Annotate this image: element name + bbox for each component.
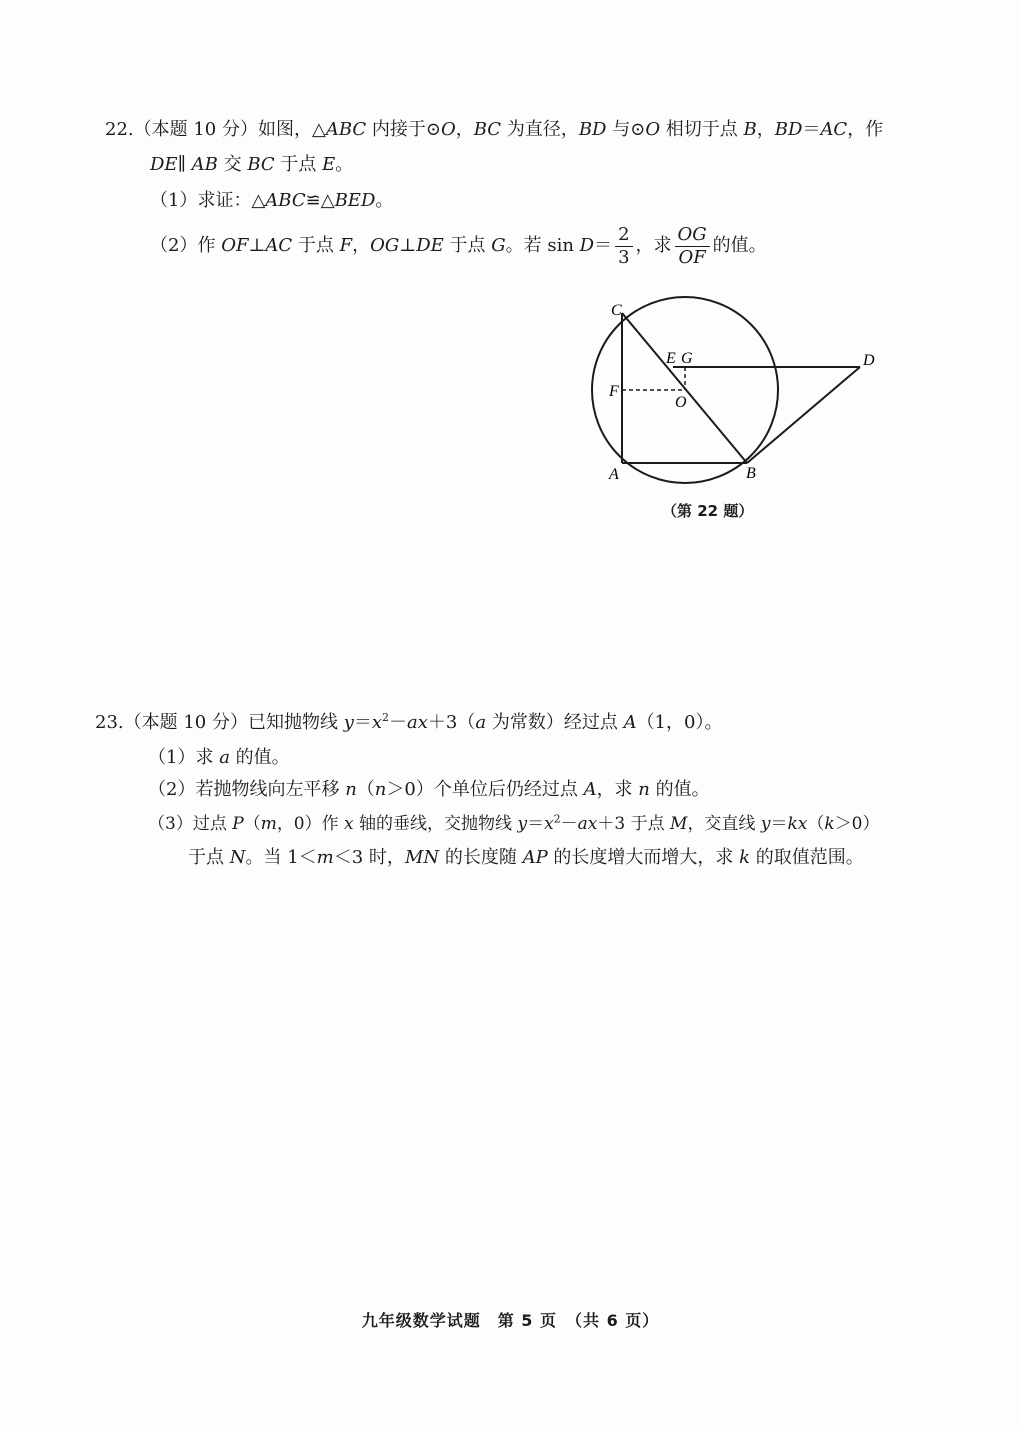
- q23-text: ＝: [770, 814, 788, 834]
- q22-text: ＝: [594, 235, 613, 256]
- q22-text: 与⊙: [606, 119, 646, 140]
- q22-text: ，求: [635, 235, 672, 256]
- sin-fraction: [615, 224, 632, 269]
- q22-var: BED: [334, 190, 376, 211]
- q22-intro-line1: [105, 117, 883, 143]
- q22-text: 22.（本题 10 分）如图，△: [105, 119, 326, 140]
- q22-var: BC: [247, 154, 275, 175]
- q22-text: 的值。: [712, 235, 767, 256]
- q23-text: （: [243, 814, 261, 834]
- q22-var: O: [645, 119, 661, 140]
- q22-text: ≌△: [305, 190, 335, 211]
- q23-var: ax: [407, 712, 428, 733]
- q22-text: ，: [455, 119, 474, 140]
- q23-text: ＋3 于点: [597, 814, 671, 834]
- q22-var: DE: [150, 154, 178, 175]
- q23-text: ，0）作: [276, 814, 345, 834]
- q23-text: ＝: [527, 814, 545, 834]
- fraction-numerator: OG: [675, 224, 710, 247]
- q23-text: －: [389, 712, 408, 733]
- q23-var: x: [344, 814, 354, 834]
- q23-text: 。当 1＜: [245, 847, 317, 868]
- q22-text: （2）作: [150, 235, 222, 256]
- q23-var: n: [374, 779, 387, 800]
- q23-text: －: [560, 814, 578, 834]
- q22-var: OF: [221, 235, 249, 256]
- page-footer: 九年级数学试题 第 5 页 （共 6 页）: [361, 1311, 660, 1330]
- q23-text: ＞0）: [834, 814, 880, 834]
- q23-var: y: [517, 814, 528, 834]
- q23-var: x: [544, 814, 554, 834]
- label-b: B: [746, 465, 756, 482]
- figure-caption: （第 22 题）: [662, 502, 754, 520]
- q23-text: 的长度增大而增大，求: [547, 847, 740, 868]
- q22-var: AB: [191, 154, 218, 175]
- q22-var: O: [440, 119, 456, 140]
- label-e: E: [666, 350, 676, 367]
- q23-var: a: [475, 712, 487, 733]
- q22-var: AC: [820, 119, 848, 140]
- q22-text: 内接于⊙: [366, 119, 441, 140]
- q23-exponent: 2: [382, 711, 390, 724]
- q23-text: （: [356, 779, 375, 800]
- q23-part3-line2: [188, 845, 864, 871]
- fraction-denominator: 3: [618, 246, 630, 268]
- q23-text: ＋3（: [427, 712, 476, 733]
- q22-var: ABC: [265, 190, 306, 211]
- q23-var: n: [638, 779, 650, 800]
- q23-text: （2）若抛物线向左平移: [148, 779, 346, 800]
- q23-text: ＝: [353, 712, 372, 733]
- q22-intro-line2: [150, 152, 353, 178]
- q23-intro: [95, 710, 722, 736]
- q23-text: （1）求: [148, 747, 220, 768]
- label-c: C: [611, 302, 622, 319]
- q23-var: y: [760, 814, 771, 834]
- q22-text: 相切于点: [660, 119, 744, 140]
- fraction-numerator: 2: [615, 224, 632, 247]
- q23-text: 为常数）经过点: [486, 712, 624, 733]
- q22-var: D: [579, 235, 595, 256]
- q22-text: 为直径，: [501, 119, 579, 140]
- q22-text: ∥: [177, 154, 192, 175]
- segment-bd: [747, 367, 860, 463]
- q22-text: 。若 sin: [505, 235, 580, 256]
- label-d: D: [863, 352, 875, 369]
- q22-part2: [150, 222, 767, 270]
- q23-text: （1，0）。: [636, 712, 723, 733]
- q22-var: BC: [473, 119, 502, 140]
- q22-var: DE: [416, 235, 444, 256]
- q22-var: BD: [774, 119, 803, 140]
- q22-text: 。: [375, 190, 394, 211]
- q23-var: A: [623, 712, 637, 733]
- q22-text: ，: [756, 119, 775, 140]
- q22-text: 交: [217, 154, 248, 175]
- q23-var: N: [229, 847, 246, 868]
- q23-part2: [148, 777, 710, 803]
- q22-text: 。: [335, 154, 354, 175]
- q22-var: G: [491, 235, 506, 256]
- q23-var: A: [583, 779, 597, 800]
- q23-var: kx: [787, 814, 808, 834]
- q23-var: P: [232, 814, 244, 834]
- q23-text: 23.（本题 10 分）已知抛物线: [95, 712, 344, 733]
- q22-var: AC: [265, 235, 293, 256]
- q22-var: E: [322, 154, 336, 175]
- q23-text: ＞0）个单位后仍经过点: [386, 779, 584, 800]
- q23-var: ax: [577, 814, 598, 834]
- q23-text: 的值。: [229, 747, 290, 768]
- q23-var: x: [371, 712, 383, 733]
- q22-text: ，: [352, 235, 371, 256]
- geometry-figure: [575, 295, 895, 495]
- q22-text: ＝: [802, 119, 821, 140]
- q22-text: ⊥: [399, 235, 417, 256]
- q22-text: 于点: [274, 154, 323, 175]
- q22-var: B: [743, 119, 757, 140]
- q23-var: a: [219, 747, 230, 768]
- q22-text: ⊥: [248, 235, 266, 256]
- q23-part3-line1: [148, 811, 879, 837]
- q23-text: 的取值范围。: [750, 847, 864, 868]
- q22-text: 于点: [443, 235, 492, 256]
- q22-text: （1）求证：△: [150, 190, 266, 211]
- q23-text: ，交直线: [687, 814, 761, 834]
- q22-var: ABC: [325, 119, 367, 140]
- q23-var: k: [739, 847, 751, 868]
- label-g: G: [681, 350, 693, 367]
- q23-var: n: [345, 779, 357, 800]
- fraction-denominator: OF: [678, 246, 706, 268]
- q23-exponent: 2: [553, 812, 561, 826]
- q23-text: ，求: [596, 779, 639, 800]
- q22-text: ，作: [847, 119, 884, 140]
- q23-text: 的值。: [649, 779, 710, 800]
- q22-text: 于点: [292, 235, 340, 256]
- q23-text: （: [807, 814, 825, 834]
- q23-var: m: [316, 847, 334, 868]
- label-a: A: [609, 466, 619, 483]
- q23-var: M: [670, 814, 688, 834]
- q23-text: （3）过点: [148, 814, 233, 834]
- q22-var: F: [339, 235, 353, 256]
- q23-var: m: [260, 814, 277, 834]
- label-f: F: [609, 383, 619, 400]
- q23-var: y: [343, 712, 354, 733]
- q23-text: 于点: [188, 847, 230, 868]
- q23-var: MN: [404, 847, 440, 868]
- q23-text: ＜3 时，: [333, 847, 405, 868]
- label-o: O: [675, 394, 687, 411]
- q23-var: AP: [522, 847, 548, 868]
- q22-part1: [150, 188, 393, 214]
- q23-text: 的长度随: [439, 847, 523, 868]
- q22-var: BD: [578, 119, 607, 140]
- q22-var: OG: [370, 235, 400, 256]
- q23-text: 轴的垂线，交抛物线: [353, 814, 518, 834]
- q23-part1: [148, 745, 290, 771]
- q23-var: k: [824, 814, 835, 834]
- ratio-fraction: [675, 224, 710, 269]
